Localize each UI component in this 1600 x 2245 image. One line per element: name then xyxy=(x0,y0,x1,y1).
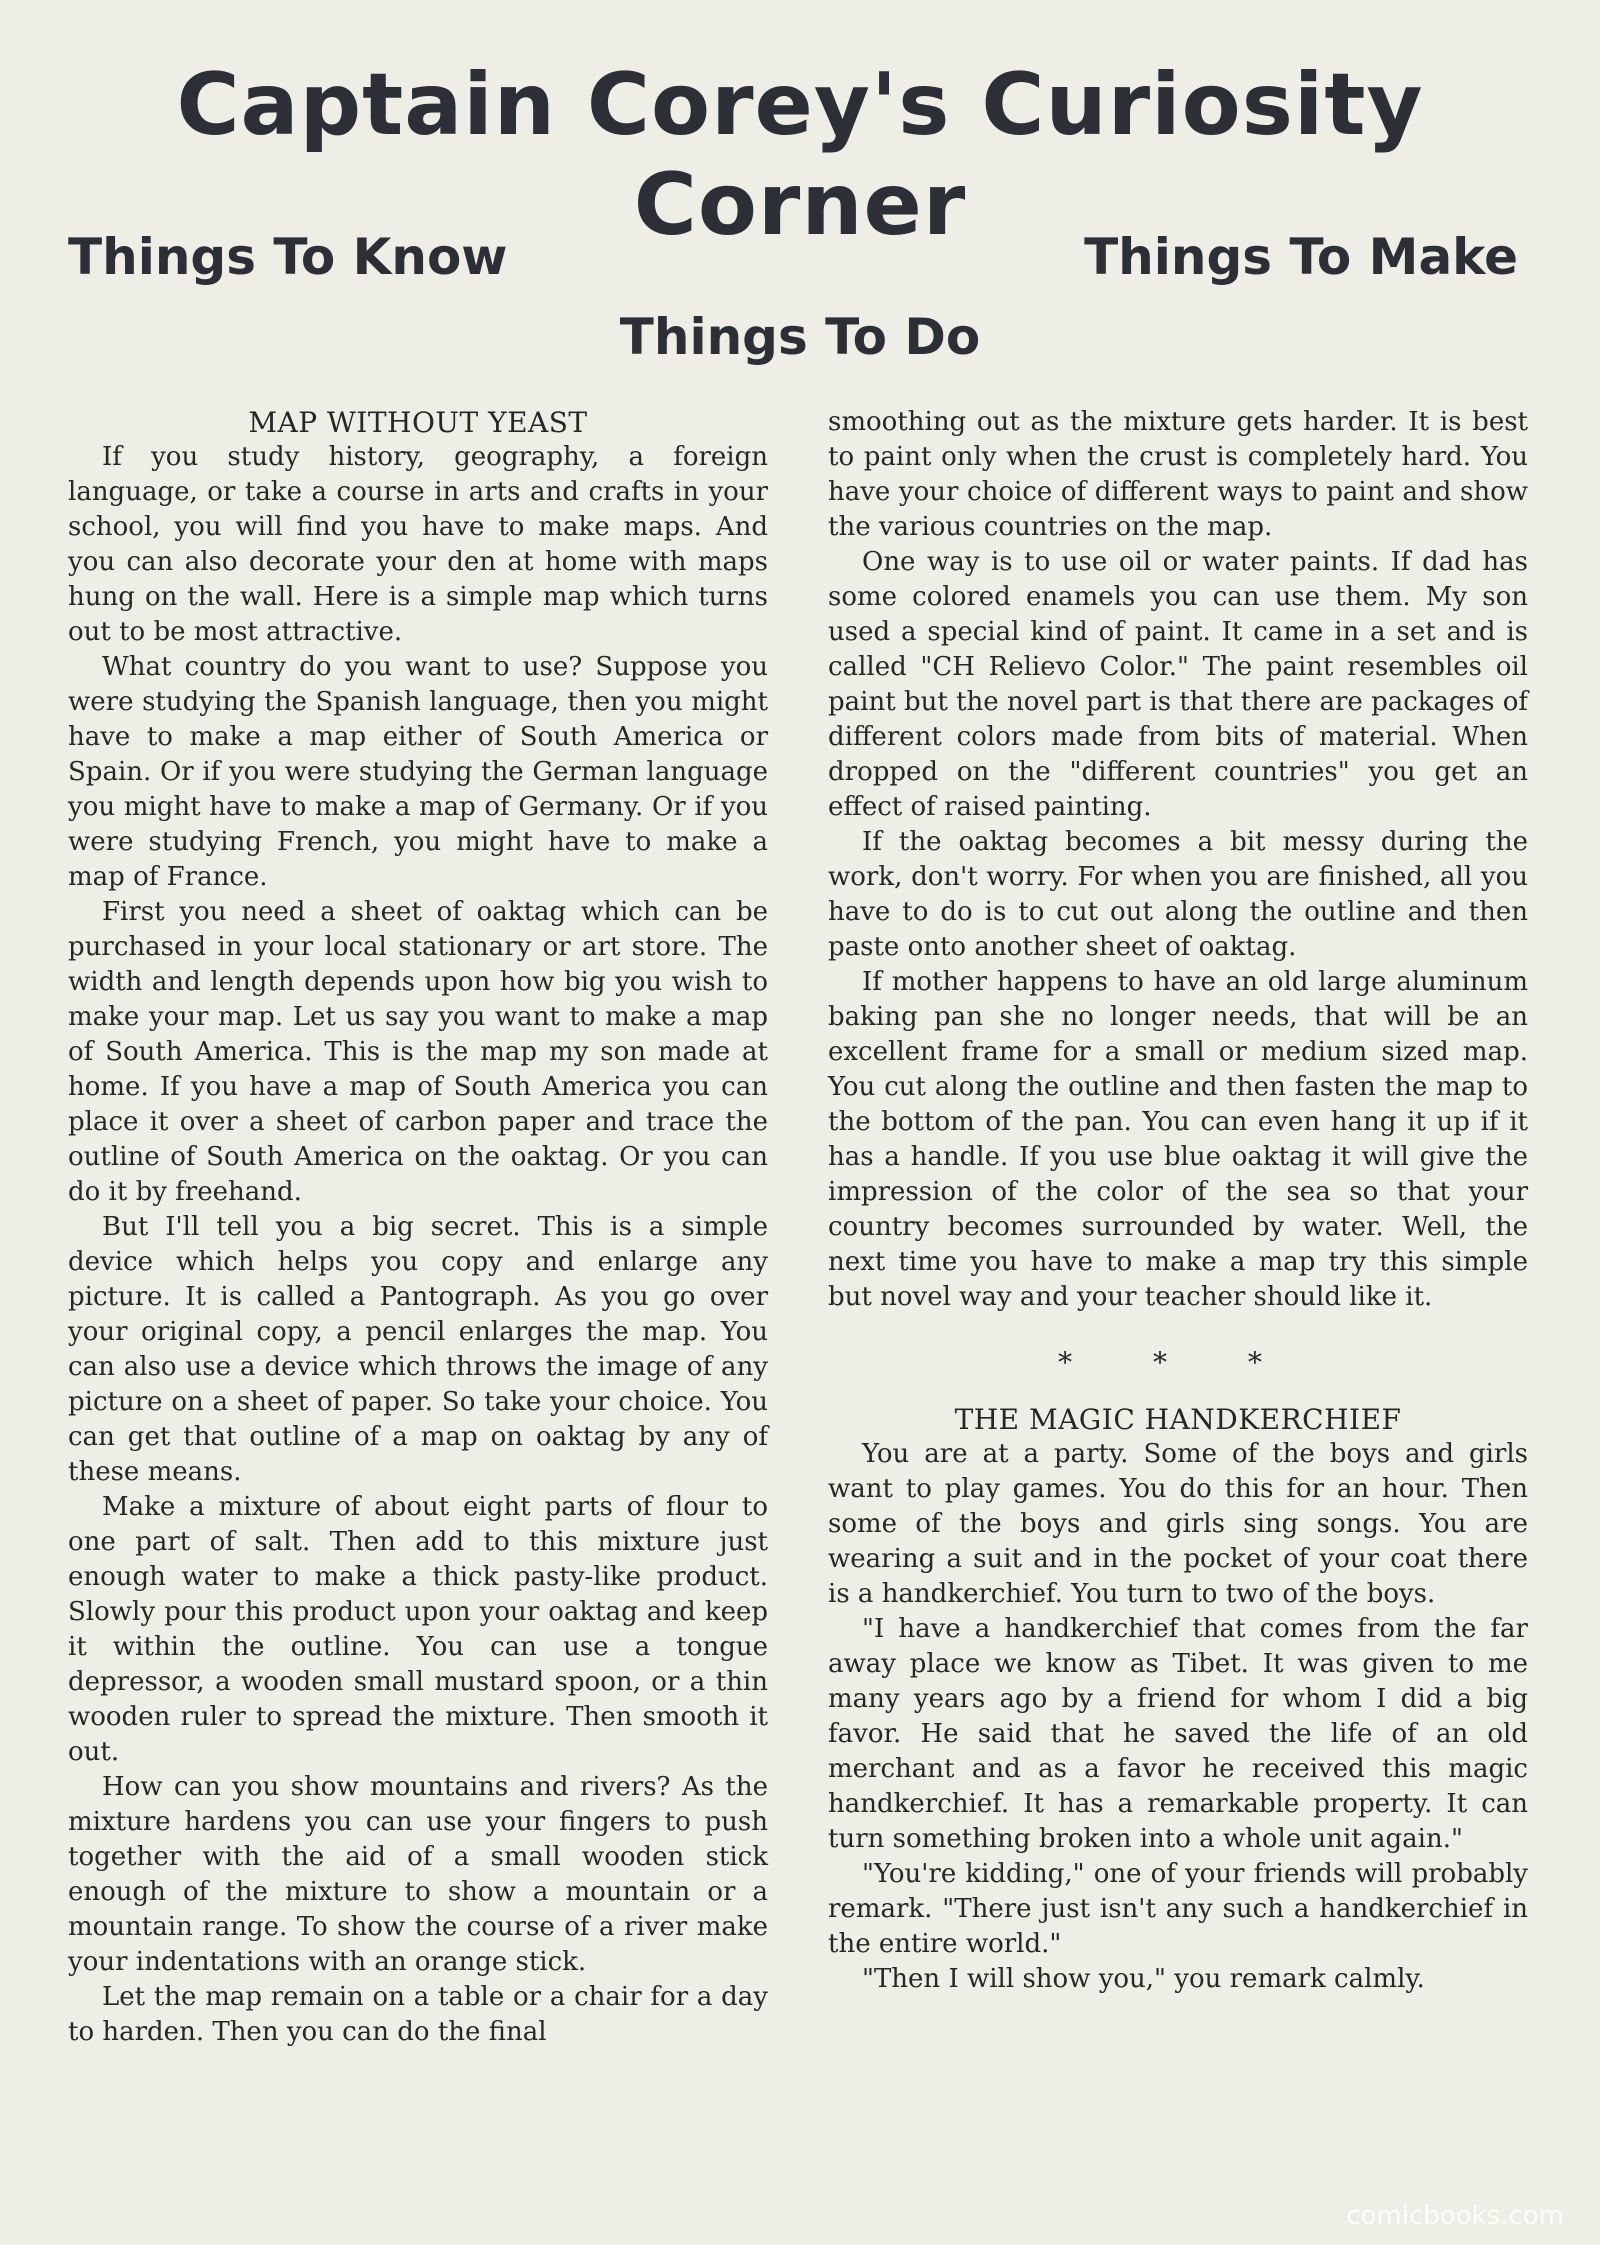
section-separator: * * * xyxy=(1058,1346,1298,1379)
paragraph: If you study history, geography, a foreign language, or take a course in arts and crafts in your school, you will find you have to make maps. And you can also decorate your den at home with maps hung on the wall. Here is a simple map which turns out to be most attractive. xyxy=(68,442,768,647)
left-column xyxy=(68,405,768,2050)
subhead-things-to-do: Things To Do xyxy=(619,308,981,366)
article-heading-handkerchief: THE MAGIC HANDKERCHIEF xyxy=(954,1403,1402,1436)
article-heading-map: MAP WITHOUT YEAST xyxy=(248,406,588,439)
watermark: comicbooks.com xyxy=(1346,2201,1564,2231)
right-column xyxy=(828,405,1528,1997)
paragraph: "Then I will show you," you remark calmly. xyxy=(862,1964,1425,1994)
page-title: Captain Corey's Curiosity Corner xyxy=(176,55,1424,255)
paragraph: "I have a handkerchief that comes from the far away place we know as Tibet. It was given to me many years ago by a friend for whom I did a big favor. He said that he saved the life of an old merchant and as a favor he received this magic handkerchief. It has a remarkable property. It can turn something broken into a whole unit again." xyxy=(828,1614,1528,1854)
paragraph: smoothing out as the mixture gets harder. It is best to paint only when the crust is completely hard. You have your choice of different ways to paint and show the various countries on the map. xyxy=(828,407,1528,542)
paragraph: Let the map remain on a table or a chair for a day to harden. Then you can do the final xyxy=(68,1982,768,2047)
paragraph: "You're kidding," one of your friends will probably remark. "There just isn't any such a handkerchief in the entire world." xyxy=(828,1859,1528,1959)
paragraph: First you need a sheet of oaktag which can be purchased in your local stationary or art store. The width and length depends upon how big you wish to make your map. Let us say you want to make a map of South America. This is the map my son made at home. If you have a map of South America you can place it over a sheet of carbon paper and trace the outline of South America on the oaktag. Or you can do it by freehand. xyxy=(68,897,768,1207)
subhead-things-to-know: Things To Know xyxy=(68,228,508,286)
subhead-things-to-make: Things To Make xyxy=(1084,228,1518,286)
paragraph: One way is to use oil or water paints. If dad has some colored enamels you can use them. My son used a special kind of paint. It came in a set and is called "CH Relievo Color." The paint resembles oil paint but the novel part is that there are packages of different colors made from bits of material. When dropped on the "different countries" you get an effect of raised painting. xyxy=(828,547,1528,822)
paragraph: How can you show mountains and rivers? As the mixture hardens you can use your fingers to push together with the aid of a small wooden stick enough of the mixture to show a mountain or a mountain range. To show the course of a river make your indentations with an orange stick. xyxy=(68,1772,768,1977)
paragraph: If the oaktag becomes a bit messy during the work, don't worry. For when you are finished, all you have to do is to cut out along the outline and then paste onto another sheet of oaktag. xyxy=(828,827,1528,962)
paragraph: What country do you want to use? Suppose you were studying the Spanish language, then you might have to make a map either of South America or Spain. Or if you were studying the German language you might have to make a map of Germany. Or if you were studying French, you might have to make a map of France. xyxy=(68,652,768,892)
paragraph: Make a mixture of about eight parts of flour to one part of salt. Then add to this mixture just enough water to make a thick pasty-like product. Slowly pour this product upon your oaktag and keep it within the outline. You can use a tongue depressor, a wooden small mustard spoon, or a thin wooden ruler to spread the mixture. Then smooth it out. xyxy=(68,1492,768,1767)
paragraph: But I'll tell you a big secret. This is a simple device which helps you copy and enlarge any picture. It is called a Pantograph. As you go over your original copy, a pencil enlarges the map. You can also use a device which throws the image of any picture on a sheet of paper. So take your choice. You can get that outline of a map on oaktag by any of these means. xyxy=(68,1212,768,1487)
paragraph: If mother happens to have an old large aluminum baking pan she no longer needs, that will be an excellent frame for a small or medium sized map. You cut along the outline and then fasten the map to the bottom of the pan. You can even hang it up if it has a handle. If you use blue oaktag it will give the impression of the color of the sea so that your country becomes surrounded by water. Well, the next time you have to make a map try this simple but novel way and your teacher should like it. xyxy=(828,967,1528,1312)
paragraph: You are at a party. Some of the boys and girls want to play games. You do this for an hour. Then some of the boys and girls sing songs. You are wearing a suit and in the pocket of your coat there is a handkerchief. You turn to two of the boys. xyxy=(828,1439,1528,1609)
